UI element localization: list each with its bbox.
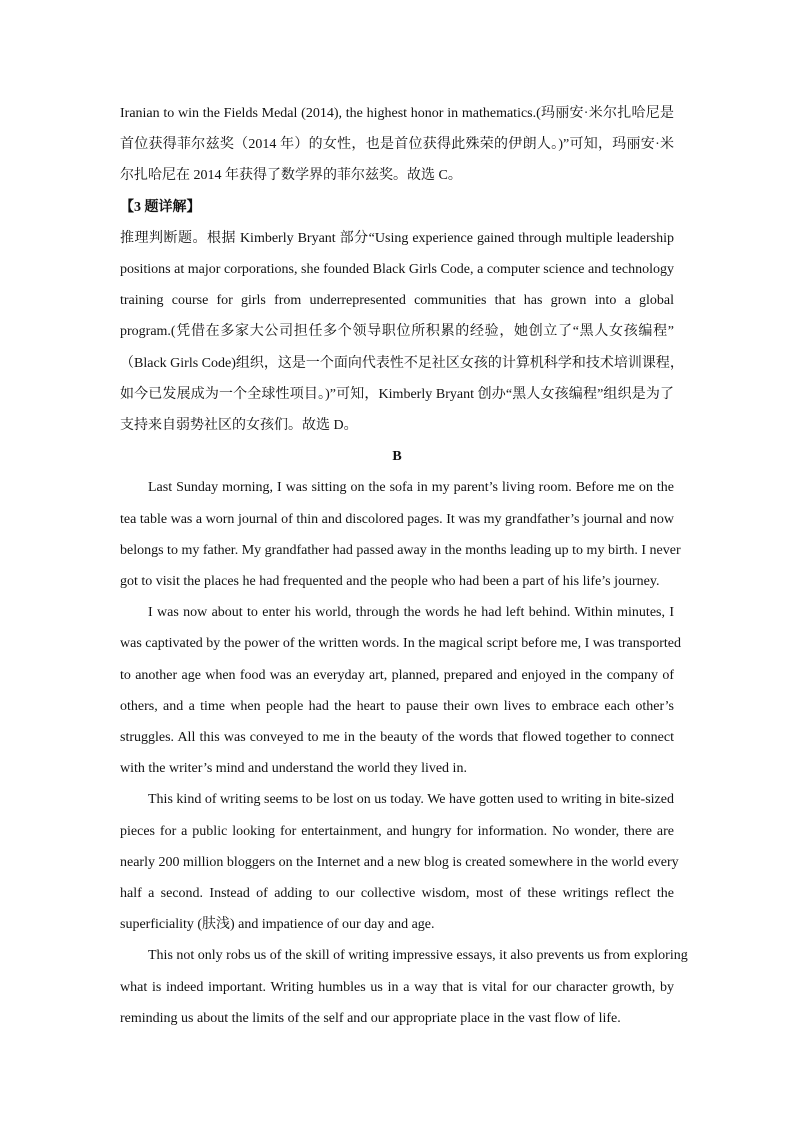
text-line: I was now about to enter his world, through the words he had left behind. Within minutes, I: [148, 605, 674, 621]
text-line: positions at major corporations, she founded Black Girls Code, a computer science and technology: [120, 262, 674, 278]
passage-b: [120, 441, 688, 1034]
text-line: 尔扎哈尼在 2014 年获得了数学界的菲尔兹奖。故选 C。: [120, 168, 462, 184]
text-line: training course for girls from underrepresented communities that has grown into a global: [120, 293, 674, 309]
text-line: pieces for a public looking for entertainment, and hungry for information. No wonder, there are: [120, 823, 674, 839]
text-line: superficiality (肤浅) and impatience of our day and age.: [120, 917, 435, 933]
text-line: Iranian to win the Fields Medal (2014), the highest honor in mathematics.(玛丽安·米尔扎哈尼是: [120, 106, 674, 121]
answer3-title: 【3 题详解】: [120, 199, 201, 215]
text-line: 如今已发展成为一个全球性项目。)”可知，Kimberly Bryant 创办“黑人女孩编程”组织是为了: [120, 386, 674, 402]
text-line: struggles. All this was conveyed to me in the beauty of the words that flowed together to connect: [120, 730, 674, 746]
text-line: Last Sunday morning, I was sitting on the sofa in my parent’s living room. Before me on the: [148, 480, 674, 496]
text-line: got to visit the places he had frequented and the people who had been a part of his life’s journey.: [120, 574, 660, 590]
text-line: This kind of writing seems to be lost on us today. We have gotten used to writing in bite-sized: [148, 792, 674, 808]
text-line: tea table was a worn journal of thin and discolored pages. It was my grandfather’s journal and now: [120, 511, 674, 527]
text-line: 首位获得菲尔兹奖（2014 年）的女性，也是首位获得此殊荣的伊朗人。)”可知，玛丽安·米: [120, 137, 674, 153]
text-line: belongs to my father. My grandfather had passed away in the months leading up to my birth. I never: [120, 542, 681, 558]
paragraph: [120, 784, 679, 940]
text-line: program.(凭借在多家大公司担任多个领导职位所积累的经验，她创立了“黑人女孩编程”: [120, 324, 674, 340]
passage-heading: B: [392, 449, 402, 465]
text-line: with the writer’s mind and understand the world they lived in.: [120, 761, 467, 777]
text-line: 支持来自弱势社区的女孩们。故选 D。: [120, 418, 358, 434]
paragraph: [120, 597, 681, 784]
text-line: to another age when food was an everyday art, planned, prepared and enjoyed in the company of: [120, 667, 674, 683]
text-line: nearly 200 million bloggers on the Internet and a new blog is created somewhere in the world every: [120, 854, 679, 870]
text-line: half a second. Instead of adding to our collective wisdom, most of these writings reflect the: [120, 886, 674, 902]
text-line: 推理判断题。根据 Kimberly Bryant 部分“Using experience gained through multiple leadership: [120, 230, 674, 246]
text-line: reminding us about the limits of the self and our appropriate place in the vast flow of life.: [120, 1010, 621, 1026]
answer3-section: [120, 192, 684, 442]
text-line: This not only robs us of the skill of writing impressive essays, it also prevents us from exploring: [148, 948, 688, 964]
answer2-continuation: [120, 98, 674, 192]
text-line: was captivated by the power of the written words. In the magical script before me, I was transported: [120, 636, 681, 652]
paragraph: [120, 940, 688, 1034]
document-page: [120, 98, 688, 1034]
text-line: others, and a time when people had the heart to pause their own lives to embrace each other’s: [120, 698, 674, 714]
paragraph: [120, 472, 681, 597]
text-line: （Black Girls Code)组织，这是一个面向代表性不足社区女孩的计算机科学和技术培训课程，: [120, 355, 684, 371]
text-line: what is indeed important. Writing humbles us in a way that is vital for our character growth, by: [120, 979, 674, 995]
